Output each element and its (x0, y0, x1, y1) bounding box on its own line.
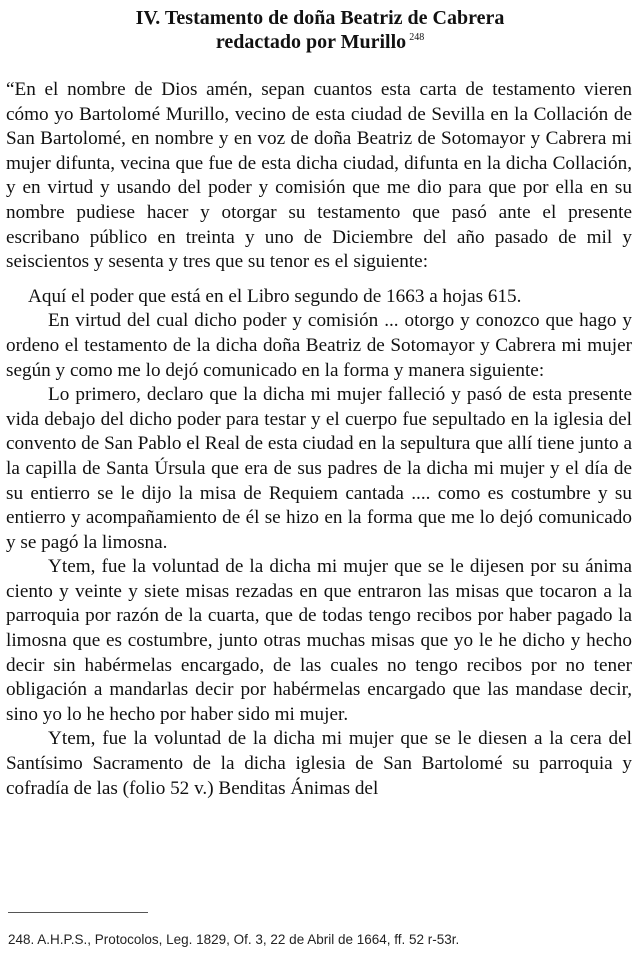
paragraph-en-virtud: En virtud del cual dicho poder y comisión ... otorgo y conozco que hago y ordeno el testamento de la dicha doña Beatriz de Sotomayor y Cabrera mi mujer según y como me lo dejó comunicado en la forma y manera siguiente: (6, 310, 632, 381)
paragraph-lo-primero: Lo primero, declaro que la dicha mi mujer falleció y pasó de esta presente vida debajo del dicho poder para testar y el cuerpo fue sepultado en la iglesia del convento de San Pablo el Real de esta ciudad en la sepultura que allí tiene junto a la capilla de Santa Úrsula que era de sus padres de la dicha mi mujer y el día de su entierro se le dijo la misa de Requiem cantada .... como es costumbre y su entierro y acompañamiento de él se hizo en la forma que me lo dejó comunicado y se pagó la limosna. (6, 384, 632, 553)
document-body (6, 78, 632, 801)
paragraph-opening: “En el nombre de Dios amén, sepan cuantos esta carta de testamento vieren cómo yo Bartolomé Murillo, vecino de esta ciudad de Sevilla en la Collación de San Bartolomé, en nombre y en voz de doña Beatriz de Sotomayor y Cabrera mi mujer difunta, vecina que fue de esta dicha ciudad, difunta en la dicha Collación, y en virtud y usando del poder y comisión que me dio para que por ella en su nombre pudiese hacer y otorgar su testamento que pasó ante el presente escribano público en treinta y uno de Diciembre del año pasado de mil y seiscientos y sesenta y tres que su tenor es el siguiente: (6, 79, 632, 273)
paragraph-ytem-cera: Ytem, fue la voluntad de la dicha mi mujer que se le diesen a la cera del Santísimo Sacramento de la dicha iglesia de San Bartolomé su parroquia y cofradía de las (folio 52 v.) Benditas Ánimas del (6, 728, 632, 799)
footnote-reference: 248 (409, 32, 425, 44)
footnote: 248. A.H.P.S., Protocolos, Leg. 1829, Of. 3, 22 de Abril de 1664, ff. 52 r-53r. (8, 932, 460, 947)
heading-line-2-text: redactado por Murillo (215, 31, 407, 53)
section-heading (0, 6, 640, 54)
heading-line-1: IV. Testamento de doña Beatriz de Cabrera (135, 7, 505, 29)
heading-line-2 (0, 30, 640, 54)
paragraph-poder-note: Aquí el poder que está en el Libro segundo de 1663 a hojas 615. (28, 285, 522, 307)
paragraph-ytem-misas: Ytem, fue la voluntad de la dicha mi mujer que se le dijesen por su ánima ciento y veinte y siete misas rezadas en que entraron las misas que tocaron a la parroquia por razón de la cuarta, que de todas tengo recibos por haber pagado la limosna que es costumbre, junto otras muchas misas que yo le he dicho y hecho decir sin habérmelas encargado, de las cuales no tengo recibos por no tener obligación a mandarlas decir por habérmelas encargado que las mandase decir, sino yo lo he hecho por haber sido mi mujer. (6, 556, 632, 725)
footnote-divider (8, 912, 148, 913)
